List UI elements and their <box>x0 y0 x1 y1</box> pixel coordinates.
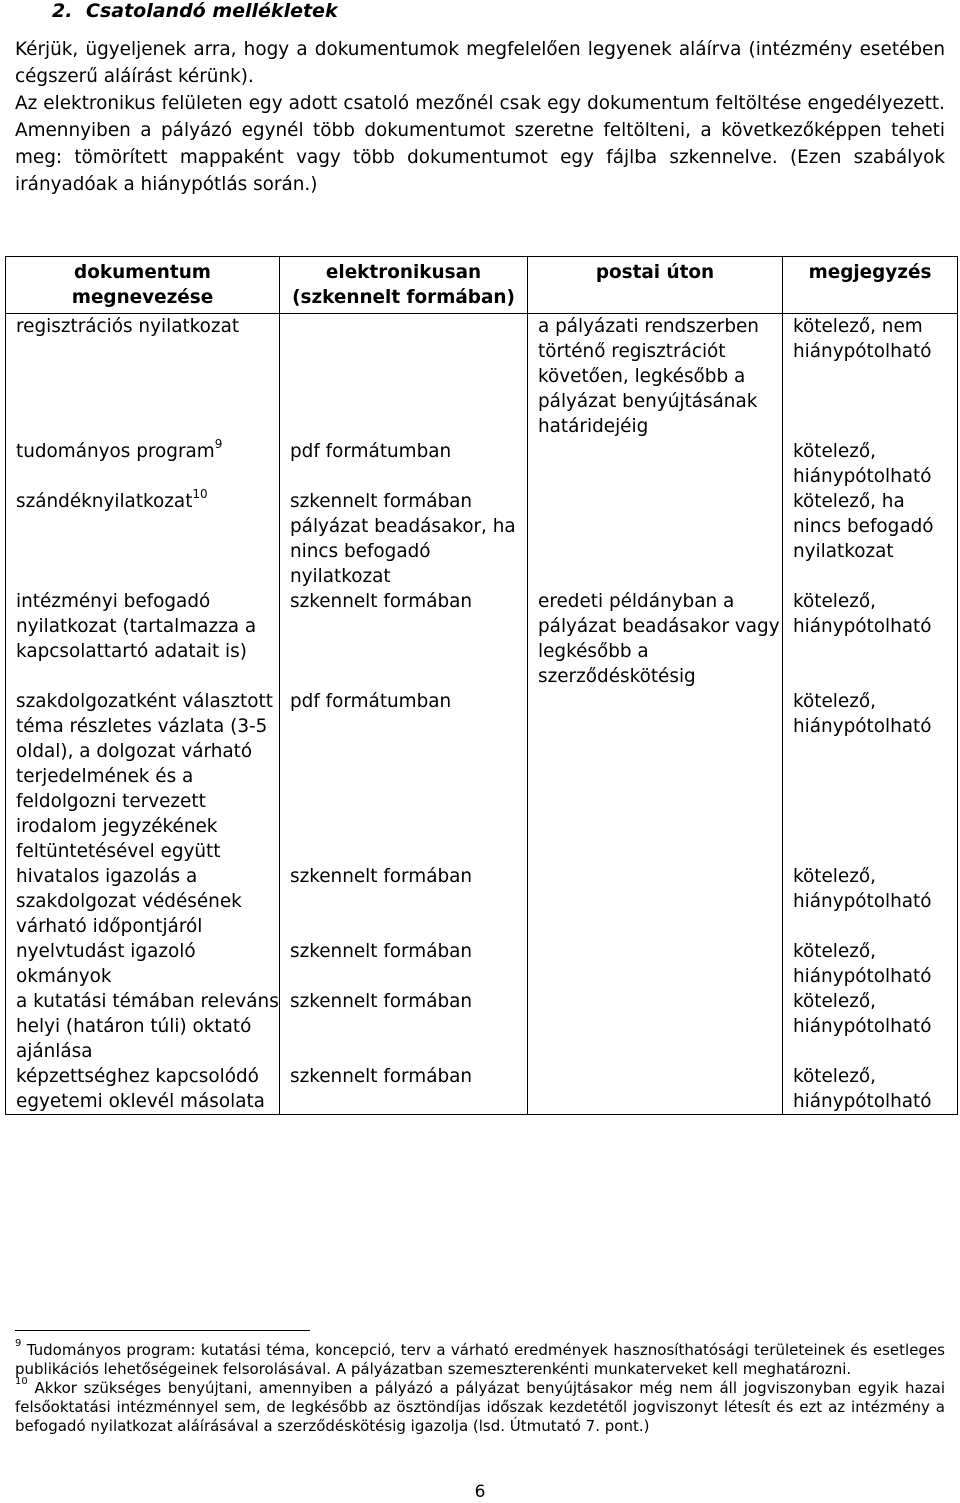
table-body <box>6 314 958 1115</box>
document-name: tudományos program <box>16 441 215 462</box>
intro-upload-last: (Ezen szabályok irányadóak a hiánypótlás során.) <box>15 147 945 195</box>
table-row <box>6 864 958 939</box>
cell-electronic: szkennelt formában <box>280 589 528 689</box>
cell-document-name <box>6 436 280 489</box>
cell-postal: a pályázati rendszerben történő regisztrációt követően, legkésőbb a pályázat benyújtásának határidejéig <box>528 314 783 440</box>
header-note: megjegyzés <box>783 257 958 314</box>
attachments-table <box>5 256 958 1115</box>
header-postal: postai úton <box>528 257 783 314</box>
intro-text <box>15 36 945 198</box>
footnote-mark: 9 <box>15 1338 22 1349</box>
cell-note: kötelező, hiánypótolható <box>783 589 958 689</box>
document-name: nyelvtudást igazoló okmányok <box>16 941 196 987</box>
cell-postal <box>528 1064 783 1115</box>
table-row <box>6 439 958 489</box>
table-row <box>6 939 958 989</box>
table-row <box>6 989 958 1064</box>
cell-document-name <box>6 989 280 1064</box>
document-name: a kutatási témában releváns helyi (határon túli) oktató ajánlása <box>16 991 279 1062</box>
cell-document-name <box>6 314 280 440</box>
document-name: szakdolgozatként választott téma részletes vázlata (3-5 oldal), a dolgozat várható terjedelmének és a feldolgozni tervezett irodalom jegyzékének feltüntetésével együtt <box>16 691 273 862</box>
cell-document-name <box>6 486 280 589</box>
document-name: képzettséghez kapcsolódó egyetemi oklevél másolata <box>16 1066 265 1112</box>
intro-paragraph-upload <box>15 90 945 198</box>
footnote-reference: 10 <box>192 486 208 501</box>
cell-note: kötelező, hiánypótolható <box>783 689 958 864</box>
header-document-name: dokumentum megnevezése <box>6 257 280 314</box>
cell-postal <box>528 489 783 589</box>
cell-note: kötelező, hiánypótolható <box>783 439 958 489</box>
cell-note: kötelező, hiánypótolható <box>783 989 958 1064</box>
intro-upload-text: Az elektronikus felületen egy adott csatoló mezőnél csak egy dokumentum feltöltése engedélyezett. Amennyiben a pályázó egynél több dokumentumot szeretne feltölteni, a következőképpen teheti meg: tömörített mappaként vagy több dokumentumot egy fájlba szkennelve. <box>15 93 945 168</box>
cell-electronic: pdf formátumban <box>280 689 528 864</box>
intro-paragraph-signature: Kérjük, ügyeljenek arra, hogy a dokumentumok megfelelően legyenek aláírva (intézmény esetében cégszerű aláírást kérünk). <box>15 39 945 87</box>
table-header-row <box>6 257 958 314</box>
footnote-mark: 10 <box>15 1376 28 1387</box>
cell-note: kötelező, ha nincs befogadó nyilatkozat <box>783 489 958 589</box>
table-row <box>6 1064 958 1115</box>
cell-note: kötelező, nem hiánypótolható <box>783 314 958 440</box>
footnote <box>15 1376 945 1436</box>
footnote-reference: 9 <box>214 436 223 451</box>
cell-electronic: szkennelt formában <box>280 864 528 939</box>
cell-postal: eredeti példányban a pályázat beadásakor vagy legkésőbb a szerződéskötésig <box>528 589 783 689</box>
cell-electronic: szkennelt formában <box>280 989 528 1064</box>
footnote <box>15 1338 945 1379</box>
cell-electronic: szkennelt formában <box>280 939 528 989</box>
section-number: 2. <box>52 0 73 22</box>
cell-electronic <box>280 314 528 440</box>
cell-note: kötelező, hiánypótolható <box>783 1064 958 1115</box>
footnote-text: Akkor szükséges benyújtani, amennyiben a pályázó a pályázat benyújtásakor még nem áll jogviszonyban egyik hazai felsőoktatási intézménnyel sem, de legkésőbb az ösztöndíjas időszak kezdetétől jogviszonyt létesít és ezt az intézmény a befogadó nyilatkozat aláírásával a szerződéskötésig igazolja (lsd. Útmutató 7. pont.) <box>15 1379 945 1435</box>
table-row <box>6 489 958 589</box>
cell-note: kötelező, hiánypótolható <box>783 864 958 939</box>
cell-document-name <box>6 1064 280 1115</box>
cell-document-name <box>6 589 280 689</box>
document-name: intézményi befogadó nyilatkozat (tartalmazza a kapcsolattartó adatait is) <box>16 591 257 662</box>
document-name: hivatalos igazolás a szakdolgozat védésének várható időpontjáról <box>16 866 242 937</box>
cell-postal <box>528 864 783 939</box>
table-row <box>6 689 958 864</box>
document-name: szándéknyilatkozat <box>16 491 193 512</box>
cell-postal <box>528 689 783 864</box>
table-row <box>6 314 958 440</box>
cell-electronic: szkennelt formában pályázat beadásakor, ha nincs befogadó nyilatkozat <box>280 489 528 589</box>
cell-postal <box>528 439 783 489</box>
header-electronic: elektronikusan (szkennelt formában) <box>280 257 528 314</box>
cell-electronic: szkennelt formában <box>280 1064 528 1115</box>
cell-postal <box>528 939 783 989</box>
cell-note: kötelező, hiánypótolható <box>783 939 958 989</box>
cell-electronic: pdf formátumban <box>280 439 528 489</box>
section-title: Csatolandó mellékletek <box>86 0 338 22</box>
cell-postal <box>528 989 783 1064</box>
footnote-separator <box>15 1330 310 1331</box>
cell-document-name <box>6 689 280 864</box>
document-name: regisztrációs nyilatkozat <box>16 316 240 337</box>
cell-document-name <box>6 939 280 989</box>
cell-document-name <box>6 864 280 939</box>
table-row <box>6 589 958 689</box>
footnotes <box>15 1338 945 1436</box>
footnote-text: Tudományos program: kutatási téma, koncepció, terv a várható eredmények hasznosíthatósági területeinek és esetleges publikációs lehetőségeinek felsorolásával. A pályázatban szemeszterenkénti munkaterveket kell meghatározni. <box>15 1341 945 1378</box>
page-number: 6 <box>474 1482 486 1502</box>
